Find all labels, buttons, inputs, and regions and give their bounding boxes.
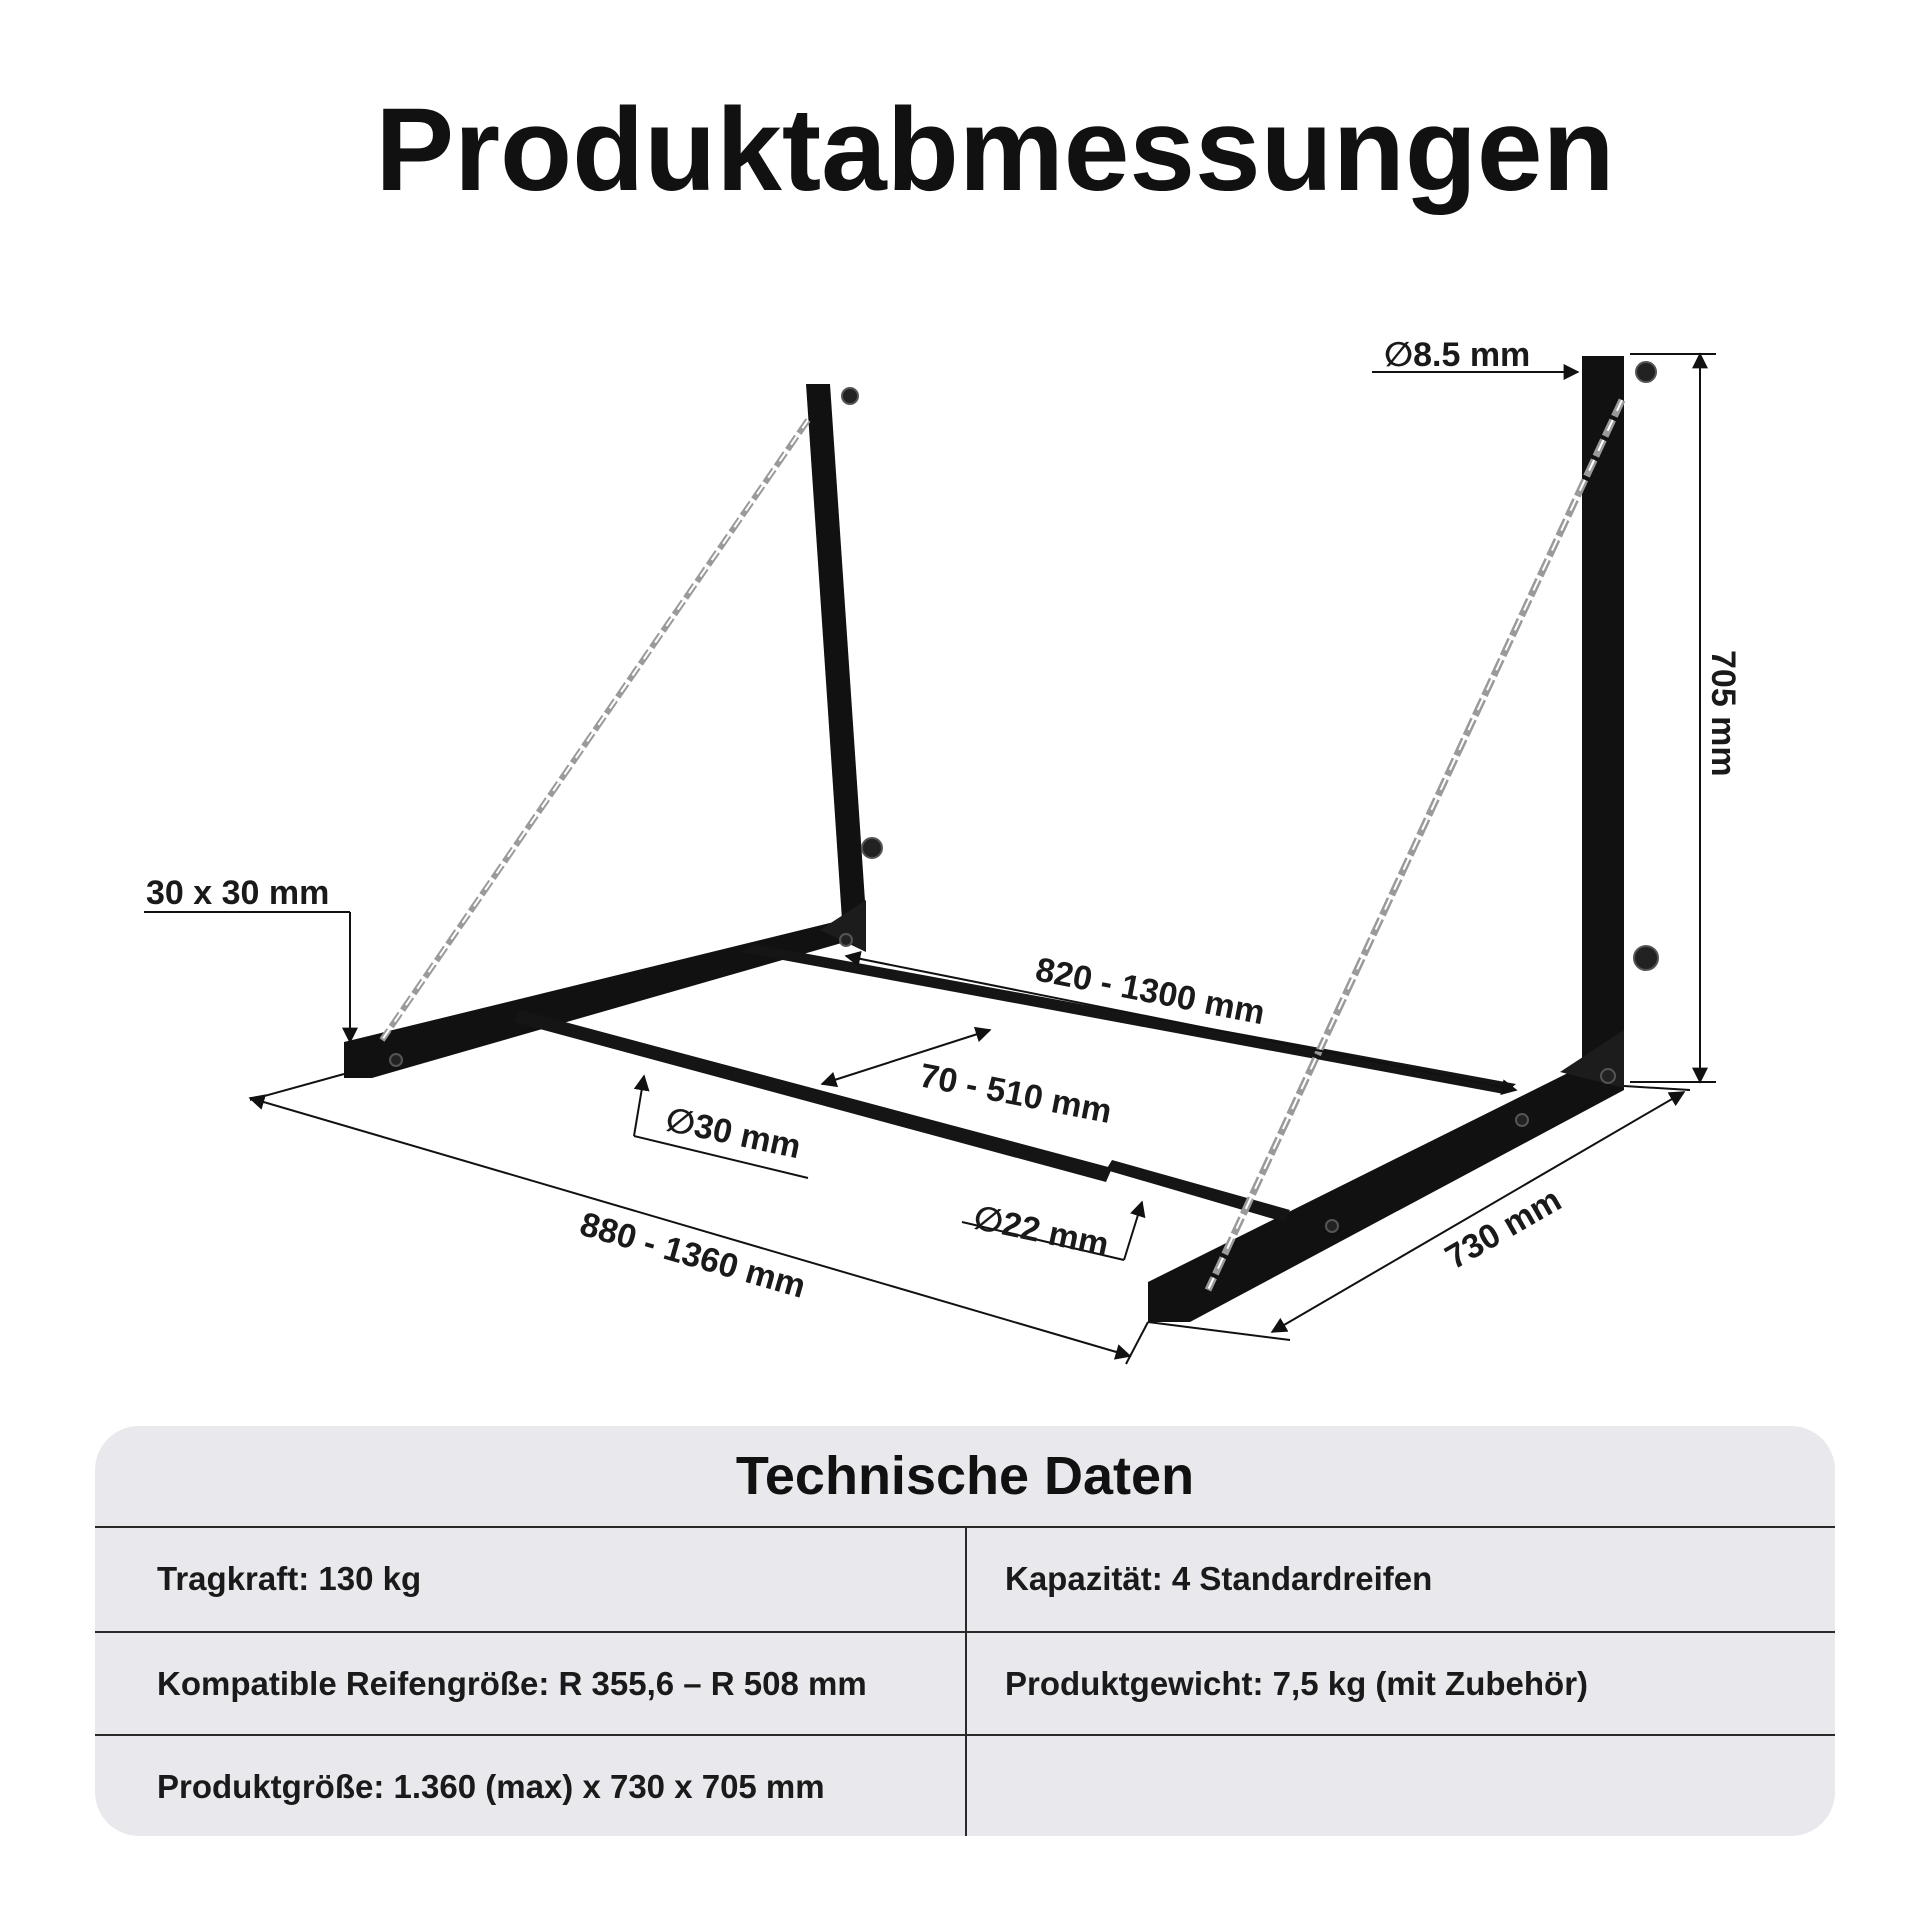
total-width-label: 880 - 1360 mm	[575, 1205, 810, 1306]
height-label: 705 mm	[1704, 650, 1742, 777]
tube-diameter-small-label: ∅22 mm	[970, 1198, 1113, 1265]
spec-weight: Produktgewicht: 7,5 kg (mit Zubehör)	[1005, 1665, 1589, 1702]
bolt-diameter-label: ∅8.5 mm	[1384, 336, 1531, 374]
rack-frame	[344, 356, 1658, 1322]
technical-data-title: Technische Daten	[735, 1446, 1195, 1506]
page-title: Produktabmessungen	[375, 84, 1615, 216]
bar-spacing-label: 70 - 510 mm	[916, 1056, 1115, 1131]
column-divider	[965, 1528, 967, 1836]
depth-label: 730 mm	[1439, 1180, 1568, 1277]
spec-tire-size: Kompatible Reifengröße: R 355,6 – R 508 mm	[157, 1665, 867, 1702]
profile-label: 30 x 30 mm	[146, 874, 330, 912]
bar-length-label: 820 - 1300 mm	[1032, 950, 1268, 1033]
tube-diameter-large-label: ∅30 mm	[662, 1100, 805, 1167]
spec-capacity: Kapazität: 4 Standardreifen	[1005, 1560, 1433, 1597]
spec-grid	[95, 1526, 1835, 1836]
dimension-lines	[144, 354, 1716, 1364]
technical-data-table	[95, 1426, 1835, 1836]
spec-load-capacity: Tragkraft: 130 kg	[157, 1560, 422, 1597]
spec-product-size: Produktgröße: 1.360 (max) x 730 x 705 mm	[157, 1768, 825, 1805]
